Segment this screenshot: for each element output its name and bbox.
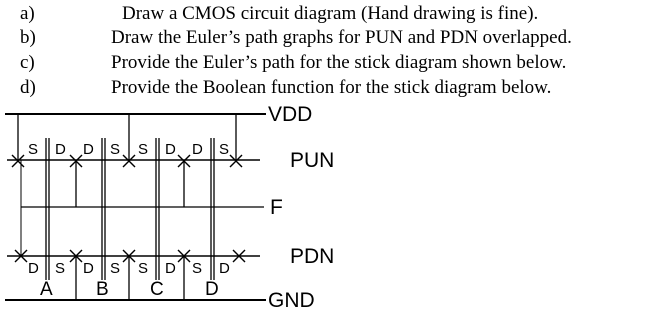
question-c-text: Provide the Euler’s path for the stick diagram shown below. bbox=[111, 52, 567, 73]
pdn-terminal-label: S bbox=[55, 260, 66, 277]
question-letter-d: d) bbox=[20, 77, 36, 98]
input-label-a: A bbox=[40, 279, 53, 300]
pun-terminal-label: D bbox=[83, 141, 94, 158]
input-label-d: D bbox=[205, 279, 219, 300]
question-b-text: Draw the Euler’s path graphs for PUN and PDN overlapped. bbox=[111, 27, 572, 48]
input-label-b: B bbox=[96, 279, 109, 300]
pdn-terminal-label: D bbox=[165, 260, 176, 277]
pun-terminal-label: S bbox=[28, 141, 39, 158]
pdn-terminal-label: S bbox=[192, 260, 203, 277]
pdn-terminal-label: D bbox=[28, 260, 39, 277]
question-d-text: Provide the Boolean function for the stick diagram below. bbox=[111, 77, 552, 98]
pdn-label: PDN bbox=[290, 245, 335, 268]
pdn-terminal-label: S bbox=[110, 260, 121, 277]
pun-terminal-label: D bbox=[192, 141, 203, 158]
question-a-text: Draw a CMOS circuit diagram (Hand drawing is fine). bbox=[122, 3, 539, 24]
pun-terminal-label: S bbox=[110, 141, 121, 158]
pdn-terminal-label: D bbox=[219, 260, 230, 277]
question-letter-b: b) bbox=[20, 27, 36, 48]
pun-terminal-label: S bbox=[219, 141, 230, 158]
question-list bbox=[20, 3, 572, 98]
pun-terminal-label: D bbox=[165, 141, 176, 158]
question-letter-a: a) bbox=[20, 3, 35, 24]
vdd-label: VDD bbox=[268, 103, 313, 126]
pdn-terminal-label: S bbox=[138, 260, 149, 277]
pun-terminal-label: S bbox=[138, 141, 149, 158]
gnd-label: GND bbox=[268, 289, 315, 312]
pun-terminal-label: D bbox=[55, 141, 66, 158]
contact-marks bbox=[12, 155, 245, 262]
pun-label: PUN bbox=[290, 149, 335, 172]
input-label-c: C bbox=[150, 279, 164, 300]
output-f-label: F bbox=[270, 196, 283, 219]
pdn-terminal-label: D bbox=[83, 260, 94, 277]
question-letter-c: c) bbox=[20, 52, 35, 73]
